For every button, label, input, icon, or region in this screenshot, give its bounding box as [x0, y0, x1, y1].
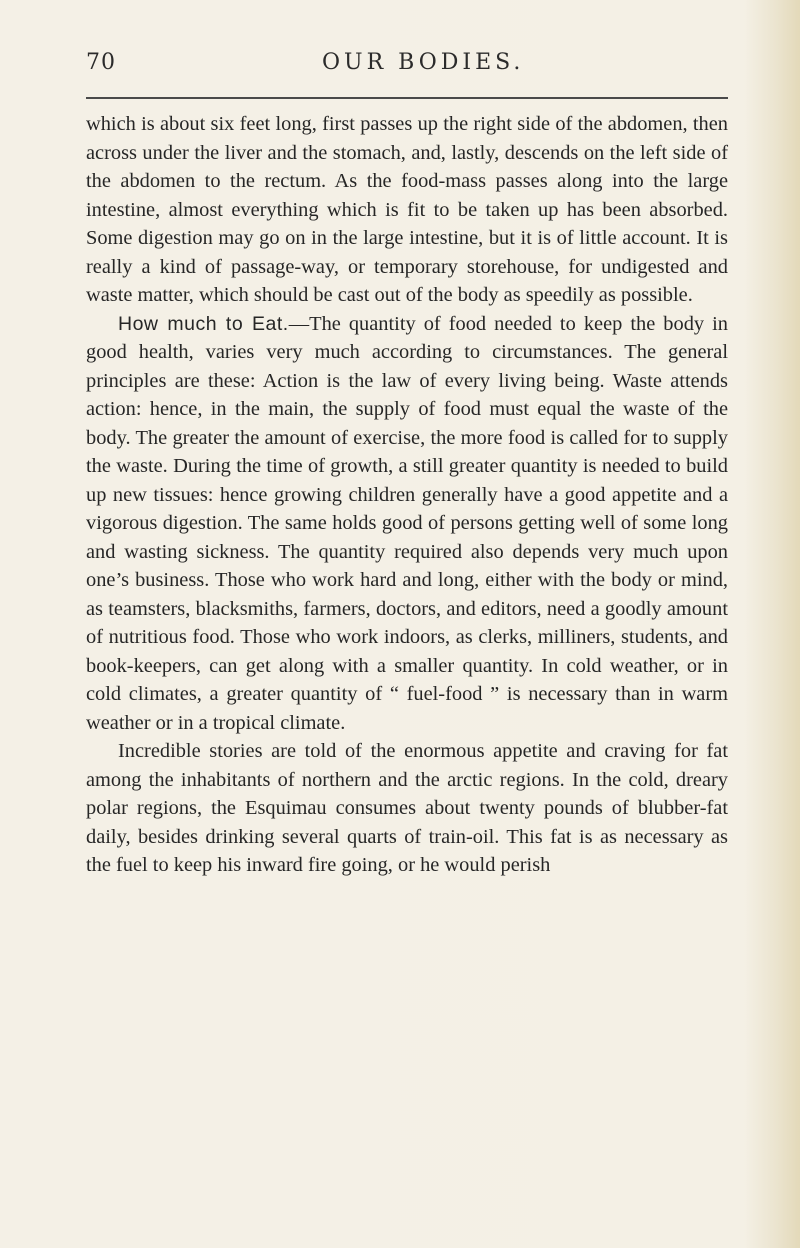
section-heading: How much to Eat. — [118, 312, 289, 335]
page-number: 70 — [86, 50, 116, 75]
body-text — [86, 110, 728, 880]
paragraph-how-much-to-eat — [86, 310, 728, 738]
running-title: OUR BODIES. — [322, 50, 525, 75]
paragraph-body: —The quantity of food needed to keep the body in good health, varies very much according to circumstances. The general principles are these: Action is the law of every living being. Waste attends action: hence, in the main, the supply of food must equal the waste of the body. The greater the amount of exercise, the more food is called for to supply the waste. During the time of growth, a still greater quantity is needed to build up new tissues: hence growing children generally have a good appetite and a vigorous digestion. The same holds good of persons getting well of some long and wasting sickness. The quantity required also depends very much upon one’s business. Those who work hard and long, either with the body or mind, as teamsters, blacksmiths, farmers, doctors, and editors, need a goodly amount of nutritious food. Those who work indoors, as clerks, milliners, students, and book-keepers, can get along with a smaller quantity. In cold weather, or in cold climates, a greater quantity of “ fuel-food ” is necessary than in warm weather or in a tropical climate. — [86, 312, 728, 734]
header-rule — [86, 97, 728, 99]
paragraph-arctic-appetite: Incredible stories are told of the enormous appetite and craving for fat among the inhabitants of northern and the arctic regions. In the cold, dreary polar regions, the Esquimau consumes about twenty pounds of blubber-fat daily, besides drinking several quarts of train-oil. This fat is as necessary as the fuel to keep his inward fire going, or he would perish — [86, 740, 728, 876]
page-header — [86, 50, 726, 90]
paragraph-continuation: which is about six feet long, first passes up the right side of the abdomen, then across under the liver and the stomach, and, lastly, descends on the left side of the abdomen to the rectum. As the food-mass passes along into the large intestine, almost everything which is fit to be taken up has been absorbed. Some digestion may go on in the large intestine, but it is of little account. It is really a kind of passage-way, or temporary storehouse, for undigested and waste matter, which should be cast out of the body as speedily as possible. — [86, 113, 728, 306]
